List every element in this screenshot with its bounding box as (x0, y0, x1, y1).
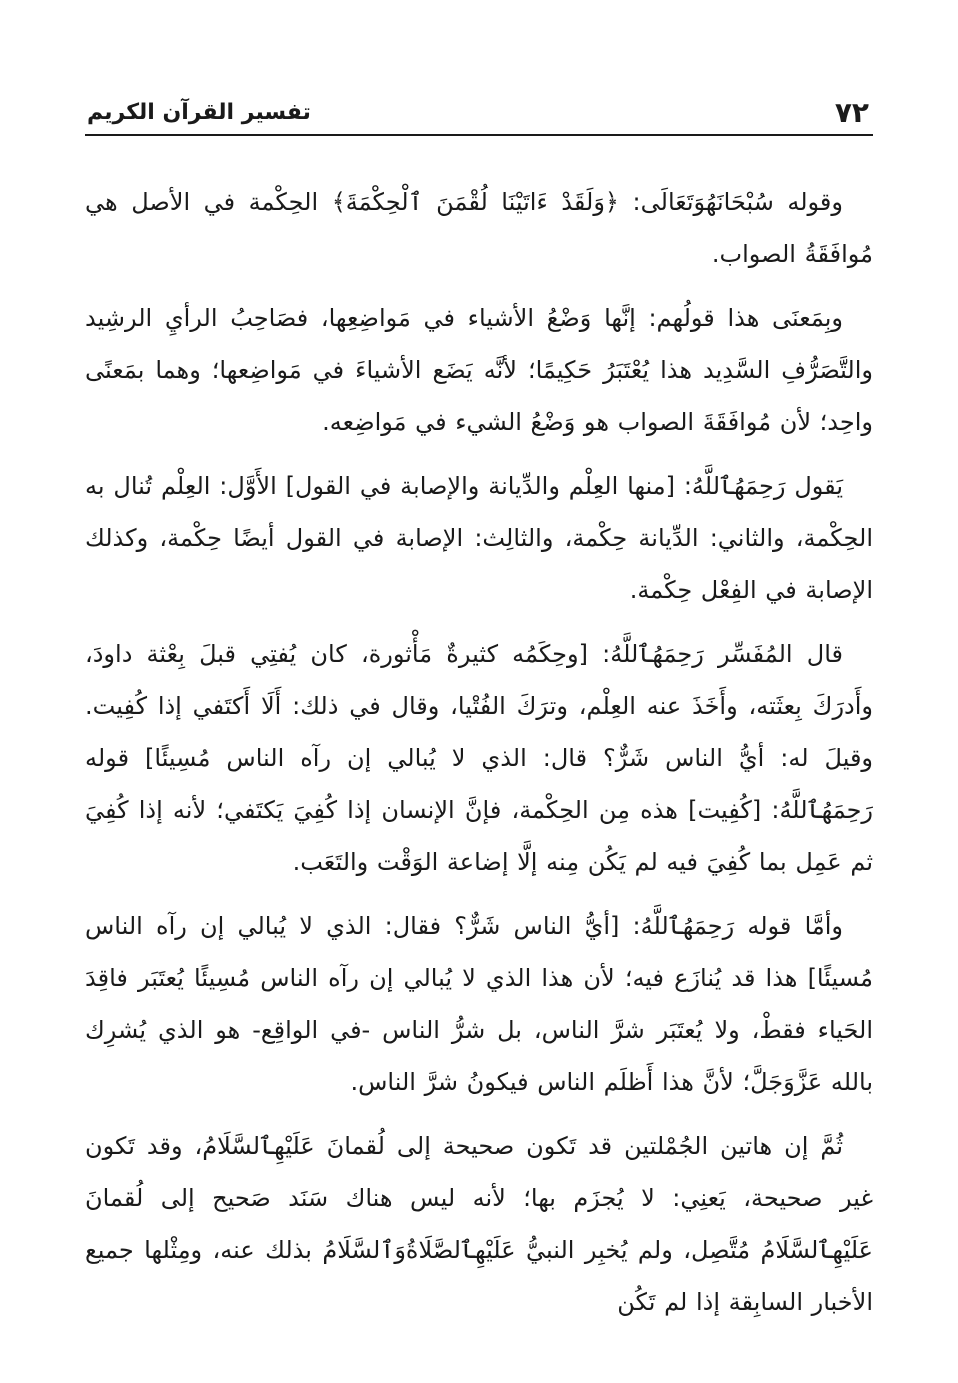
paragraph: وقوله سُبْحَانَهُوَتَعَالَى: ﴿وَلَقَدْ ءَاتَيْنَا لُقْمَنَ ٱلْحِكْمَةَ﴾ الحِكْمة في الأصل هي مُوافَقَةُ الصواب. (85, 188, 873, 268)
paragraph: يَقول رَحِمَهُٱللَّهُ: [منها العِلْم والدِّيانة والإصابة في القول] الأَوَّل: العِلْم تُنال به الحِكْمة، والثاني: الدِّيانة حِكْمة، والثالِث: الإصابة في القول أيضًا حِكْمة، وكذلك الإصابة في الفِعْل حِكْمة. (85, 472, 873, 604)
page-number: ٧٢ (834, 96, 869, 129)
paragraph: قال المُفَسِّر رَحِمَهُٱللَّهُ: [وحِكَمُه كثيرةٌ مَأْثورة، كان يُفتِي قبلَ بِعْثة داودَ، وأَدرَكَ بِعثَته، وأَخَذَ عنه العِلْم، وترَكَ الفُتْيا، وقال في ذلك: أَلَا أَكتَفي إذا كُفِيت. وقيلَ له: أيُّ الناس شَرٌّ؟ قال: الذي لا يُبالي إن رآه الناس مُسِيئًا] قوله رَحِمَهُٱللَّهُ: [كُفِيت] هذه مِن الحِكْمة، فإنَّ الإنسان إذا كُفِيَ يَكتَفي؛ لأنه إذا كُفِيَ ثم عَمِل بما كُفِيَ فيه لم يَكُن مِنه إلَّا إضاعة الوَقْت والتَعَب. (85, 640, 873, 876)
body-text (85, 176, 873, 1328)
book-title: تفسير القرآن الكريم (87, 100, 311, 125)
running-header (85, 84, 873, 136)
paragraph: وأمَّا قوله رَحِمَهُٱللَّهُ: [أيُّ الناس شَرٌّ؟ فقال: الذي لا يُبالي إن رآه الناس مُسيئًا] هذا قد يُنازَع فيه؛ لأن هذا الذي لا يُبالي إن رآه الناس مُسِيئًا يُعتَبَر فاقِدَ الحَياء فقطْ، ولا يُعتَبَر شرَّ الناس، بل شرُّ الناس -في الواقِع- هو الذي يُشرِك بالله عَزَّوَجَلَّ؛ لأنَّ هذا أَظلَم الناس فيكونُ شرَّ الناس. (85, 912, 873, 1096)
paragraph: وبِمَعنَى هذا قولُهم: إنَّها وَضْعُ الأشياء في مَواضِعِها، فصَاحِبُ الرأيِ الرشِيد والتَّصَرُّفِ السَّدِيد هذا يُعْتَبَرُ حَكِيمًا؛ لأنَّه يَضَع الأشياءَ في مَواضِعها؛ وهما بمَعنًى واحِد؛ لأن مُوافَقَةَ الصواب هو وَضْعُ الشيء في مَواضِعه. (85, 304, 873, 436)
paragraph: ثُمَّ إن هاتين الجُمْلتين قد تَكون صحيحة إلى لُقمانَ عَلَيْهِٱلسَّلَامُ، وقد تَكون غير صحيحة، يَعنِي: لا يُجزَم بها؛ لأنه ليس هناك سَنَد صَحيح إلى لُقمانَ عَلَيْهِٱلسَّلَامُ مُتَّصِل، ولم يُخبِر النبيُّ عَلَيْهِٱلصَّلَاةُوَٱلسَّلَامُ بذلك عنه، ومِثْلها جميع الأخبار السابِقة إذا لم تَكُن (85, 1132, 873, 1316)
book-page (85, 84, 873, 1354)
